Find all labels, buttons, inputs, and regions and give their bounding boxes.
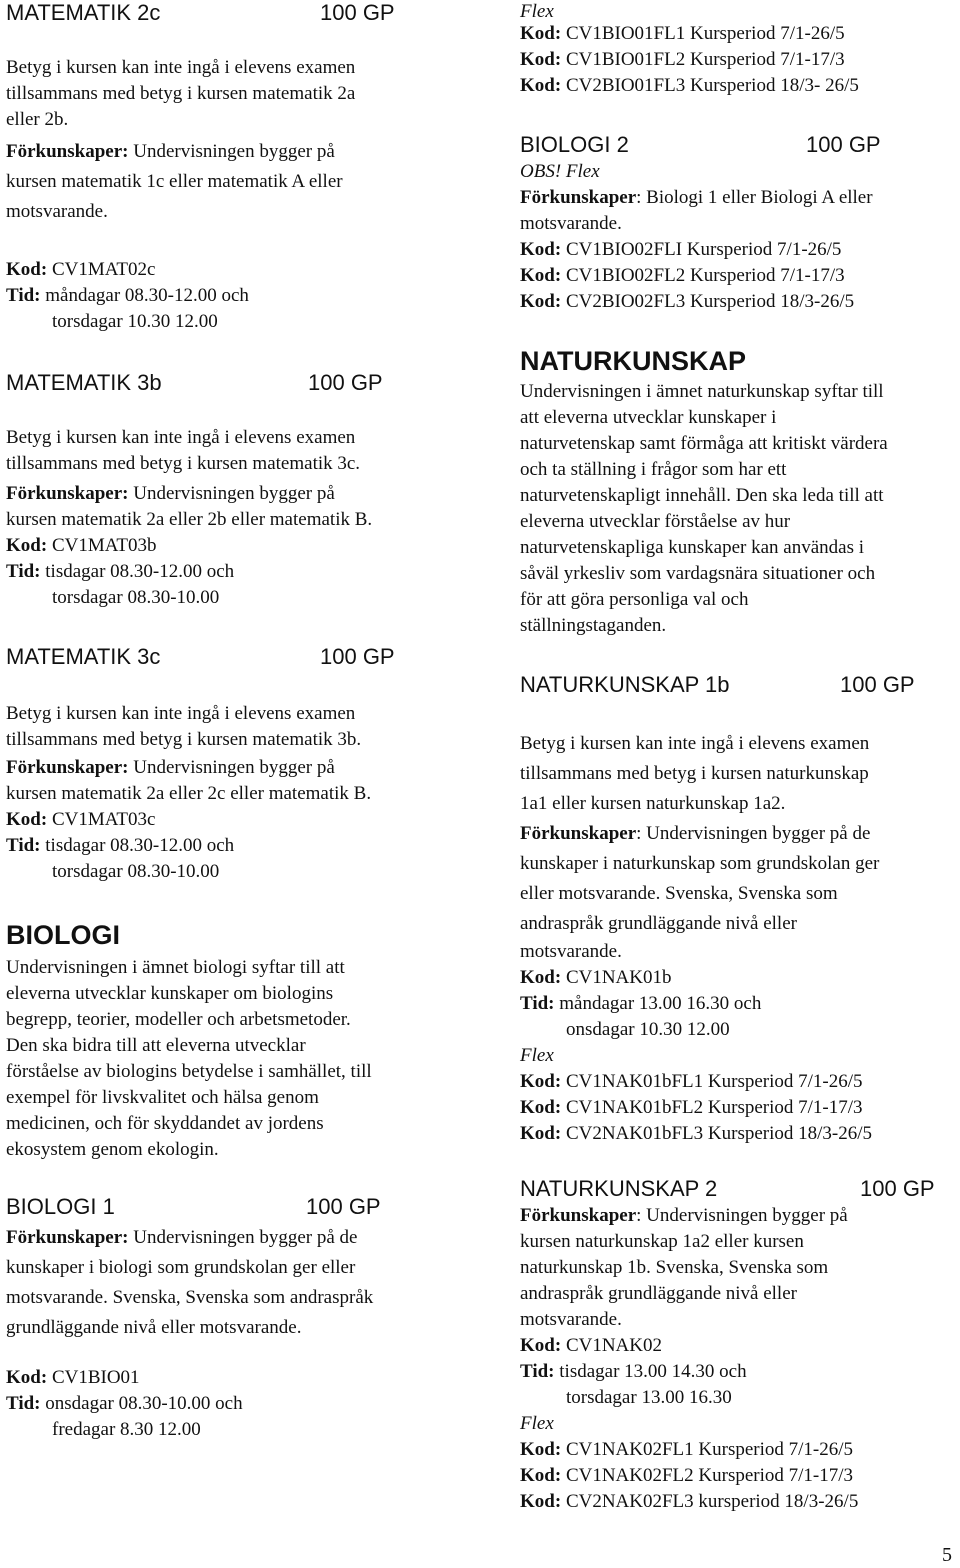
prereq-line: motsvarande. — [520, 1309, 622, 1330]
subject-text-line: naturvetenskapligt innehåll. Den ska leda till att — [520, 485, 884, 506]
tid-label: Tid: — [6, 561, 41, 582]
flex-code-line: Kod: CV1NAK01bFL1 Kursperiod 7/1-26/5 — [520, 1071, 863, 1092]
prereq-line: Förkunskaper: Undervisningen bygger på — [6, 757, 335, 778]
kod-label: Kod: — [6, 809, 48, 830]
flex-label: Flex — [520, 1413, 554, 1434]
course-title-nak2: NATURKUNSKAP 2 — [520, 1176, 718, 1201]
prereq-line: Förkunskaper: Undervisningen bygger på de — [520, 823, 871, 844]
course-points-mat3c: 100 GP — [320, 644, 395, 669]
course-title-nak1b: NATURKUNSKAP 1b — [520, 672, 730, 697]
flex-code-line: Kod: CV1NAK02FL1 Kursperiod 7/1-26/5 — [520, 1439, 854, 1460]
course-time-line: onsdagar 10.30 12.00 — [566, 1019, 730, 1040]
subject-title-naturkunskap: NATURKUNSKAP — [520, 346, 746, 376]
course-points-bio1: 100 GP — [306, 1194, 381, 1219]
flex-code-line: Kod: CV1BIO01FL1 Kursperiod 7/1-26/5 — [520, 23, 845, 44]
subject-text-line: begrepp, teorier, modeller och arbetsmetoder. — [6, 1009, 351, 1030]
tid-label: Tid: — [6, 835, 41, 856]
prereq-line: Förkunskaper: Undervisningen bygger på de — [6, 1227, 358, 1248]
tid-label: Tid: — [520, 1361, 555, 1382]
course-desc-line: eller 2b. — [6, 109, 69, 130]
prereq-label: Förkunskaper: — [6, 1227, 129, 1248]
prereq-line: kursen matematik 1c eller matematik A eller — [6, 171, 343, 192]
prereq-label: Förkunskaper — [520, 187, 637, 208]
course-points-nak2: 100 GP — [860, 1176, 935, 1201]
prereq-line: grundläggande nivå eller motsvarande. — [6, 1317, 302, 1338]
prereq-line: kursen naturkunskap 1a2 eller kursen — [520, 1231, 804, 1252]
prereq-line: motsvarande. — [520, 213, 622, 234]
kod-label: Kod: — [6, 1367, 48, 1388]
kod-label: Kod: — [6, 259, 48, 280]
course-time-line: Tid: måndagar 08.30-12.00 och — [6, 285, 249, 306]
course-time-line: torsdagar 08.30-10.00 — [52, 587, 220, 608]
course-time-line: fredagar 8.30 12.00 — [52, 1419, 201, 1440]
course-title-mat2c: MATEMATIK 2c — [6, 0, 161, 25]
course-time-line: Tid: tisdagar 08.30-12.00 och — [6, 835, 235, 856]
flex-label: Flex — [520, 1045, 554, 1066]
prereq-line: Förkunskaper: Biologi 1 eller Biologi A eller — [520, 187, 873, 208]
course-title-mat3c: MATEMATIK 3c — [6, 644, 161, 669]
prereq-label: Förkunskaper — [520, 1205, 637, 1226]
subject-text-line: Den ska bidra till att eleverna utvecklar — [6, 1035, 306, 1056]
course-time-line: Tid: tisdagar 08.30-12.00 och — [6, 561, 235, 582]
course-points-mat2c: 100 GP — [320, 0, 395, 25]
subject-text-line: och ta ställning i frågor som har ett — [520, 459, 787, 480]
subject-text-line: förståelse av biologins betydelse i samhället, till — [6, 1061, 372, 1082]
kod-label: Kod: — [6, 535, 48, 556]
prereq-line: motsvarande. Svenska, Svenska som andraspråk — [6, 1287, 374, 1308]
prereq-line: naturkunskap 1b. Svenska, Svenska som — [520, 1257, 829, 1278]
subject-text-line: ekosystem genom ekologin. — [6, 1139, 219, 1160]
prereq-line: Förkunskaper: Undervisningen bygger på — [6, 141, 335, 162]
course-code-line: Kod: CV1NAK01b — [520, 967, 672, 988]
subject-text-line: Undervisningen i ämnet biologi syftar till att — [6, 957, 345, 978]
course-code-line: Kod: CV1MAT03c — [6, 809, 156, 830]
flex-code-line: Kod: CV2BIO02FL3 Kursperiod 18/3-26/5 — [520, 291, 855, 312]
course-time-line: torsdagar 10.30 12.00 — [52, 311, 218, 332]
kod-label: Kod: — [520, 1335, 562, 1356]
course-points-mat3b: 100 GP — [308, 370, 383, 395]
page-number: 5 — [942, 1544, 952, 1566]
subject-text-line: naturvetenskapliga kunskaper kan användas i — [520, 537, 864, 558]
course-code-line: Kod: CV1MAT03b — [6, 535, 157, 556]
subject-text-line: naturvetenskap samt förmåga att kritiskt värdera — [520, 433, 888, 454]
prereq-label: Förkunskaper: — [6, 141, 129, 162]
course-points-bio2: 100 GP — [806, 132, 881, 157]
prereq-line: andraspråk grundläggande nivå eller — [520, 1283, 797, 1304]
subject-title-biologi: BIOLOGI — [6, 920, 120, 950]
course-desc-line: tillsammans med betyg i kursen matematik 3b. — [6, 729, 362, 750]
prereq-label: Förkunskaper — [520, 823, 637, 844]
course-time-line: Tid: onsdagar 08.30-10.00 och — [6, 1393, 243, 1414]
course-points-nak1b: 100 GP — [840, 672, 915, 697]
subject-text-line: såväl yrkesliv som vardagsnära situationer och — [520, 563, 876, 584]
course-time-line: torsdagar 08.30-10.00 — [52, 861, 220, 882]
course-desc-line: Betyg i kursen kan inte ingå i elevens examen — [6, 427, 356, 448]
prereq-line: kunskaper i biologi som grundskolan ger eller — [6, 1257, 356, 1278]
course-title-bio2: BIOLOGI 2 — [520, 132, 629, 157]
course-time-line: Tid: tisdagar 13.00 14.30 och — [520, 1361, 747, 1382]
prereq-line: kursen matematik 2a eller 2b eller matematik B. — [6, 509, 373, 530]
course-desc-line: Betyg i kursen kan inte ingå i elevens examen — [6, 57, 356, 78]
subject-text-line: för att göra personliga val och — [520, 589, 749, 610]
subject-text-line: Undervisningen i ämnet naturkunskap syftar till — [520, 381, 884, 402]
subject-text-line: att eleverna utvecklar kunskaper i — [520, 407, 777, 428]
course-time-line: Tid: måndagar 13.00 16.30 och — [520, 993, 762, 1014]
flex-code-line: Kod: CV1NAK02FL2 Kursperiod 7/1-17/3 — [520, 1465, 854, 1486]
tid-label: Tid: — [6, 285, 41, 306]
prereq-line: andraspråk grundläggande nivå eller — [520, 913, 797, 934]
course-code-line: Kod: CV1NAK02 — [520, 1335, 662, 1356]
flex-code-line: Kod: CV1NAK01bFL2 Kursperiod 7/1-17/3 — [520, 1097, 863, 1118]
course-desc-line: tillsammans med betyg i kursen matematik 3c. — [6, 453, 361, 474]
tid-label: Tid: — [520, 993, 555, 1014]
course-desc-line: Betyg i kursen kan inte ingå i elevens examen — [6, 703, 356, 724]
prereq-label: Förkunskaper: — [6, 757, 129, 778]
flex-code-line: Kod: CV1BIO02FL2 Kursperiod 7/1-17/3 — [520, 265, 845, 286]
prereq-line: Förkunskaper: Undervisningen bygger på — [520, 1205, 848, 1226]
course-desc-line: tillsammans med betyg i kursen naturkunskap — [520, 763, 869, 784]
prereq-line: Förkunskaper: Undervisningen bygger på — [6, 483, 335, 504]
prereq-line: eller motsvarande. Svenska, Svenska som — [520, 883, 838, 904]
prereq-line: kunskaper i naturkunskap som grundskolan ger — [520, 853, 880, 874]
flex-code-line: Kod: CV1BIO02FLI Kursperiod 7/1-26/5 — [520, 239, 842, 260]
prereq-line: motsvarande. — [520, 941, 622, 962]
course-desc-line: Betyg i kursen kan inte ingå i elevens examen — [520, 733, 870, 754]
prereq-label: Förkunskaper: — [6, 483, 129, 504]
course-desc-line: 1a1 eller kursen naturkunskap 1a2. — [520, 793, 786, 814]
course-title-bio1: BIOLOGI 1 — [6, 1194, 115, 1219]
flex-label: Flex — [520, 1, 554, 22]
flex-code-line: Kod: CV2NAK01bFL3 Kursperiod 18/3-26/5 — [520, 1123, 873, 1144]
flex-code-line: Kod: CV1BIO01FL2 Kursperiod 7/1-17/3 — [520, 49, 845, 70]
course-code-line: Kod: CV1MAT02c — [6, 259, 156, 280]
subject-text-line: exempel för livskvalitet och hälsa genom — [6, 1087, 319, 1108]
flex-code-line: Kod: CV2NAK02FL3 kursperiod 18/3-26/5 — [520, 1491, 859, 1512]
course-code-line: Kod: CV1BIO01 — [6, 1367, 140, 1388]
course-title-mat3b: MATEMATIK 3b — [6, 370, 162, 395]
prereq-line: kursen matematik 2a eller 2c eller matematik B. — [6, 783, 372, 804]
subject-text-line: ställningstaganden. — [520, 615, 667, 636]
subject-text-line: eleverna utvecklar kunskaper om biologins — [6, 983, 334, 1004]
subject-text-line: eleverna utvecklar förståelse av hur — [520, 511, 791, 532]
course-time-line: torsdagar 13.00 16.30 — [566, 1387, 732, 1408]
tid-label: Tid: — [6, 1393, 41, 1414]
course-desc-line: tillsammans med betyg i kursen matematik 2a — [6, 83, 356, 104]
kod-label: Kod: — [520, 967, 562, 988]
subject-text-line: medicinen, och för skyddandet av jordens — [6, 1113, 324, 1134]
prereq-line: motsvarande. — [6, 201, 108, 222]
flex-code-line: Kod: CV2BIO01FL3 Kursperiod 18/3- 26/5 — [520, 75, 859, 96]
obs-flex-note: OBS! Flex — [520, 161, 600, 182]
